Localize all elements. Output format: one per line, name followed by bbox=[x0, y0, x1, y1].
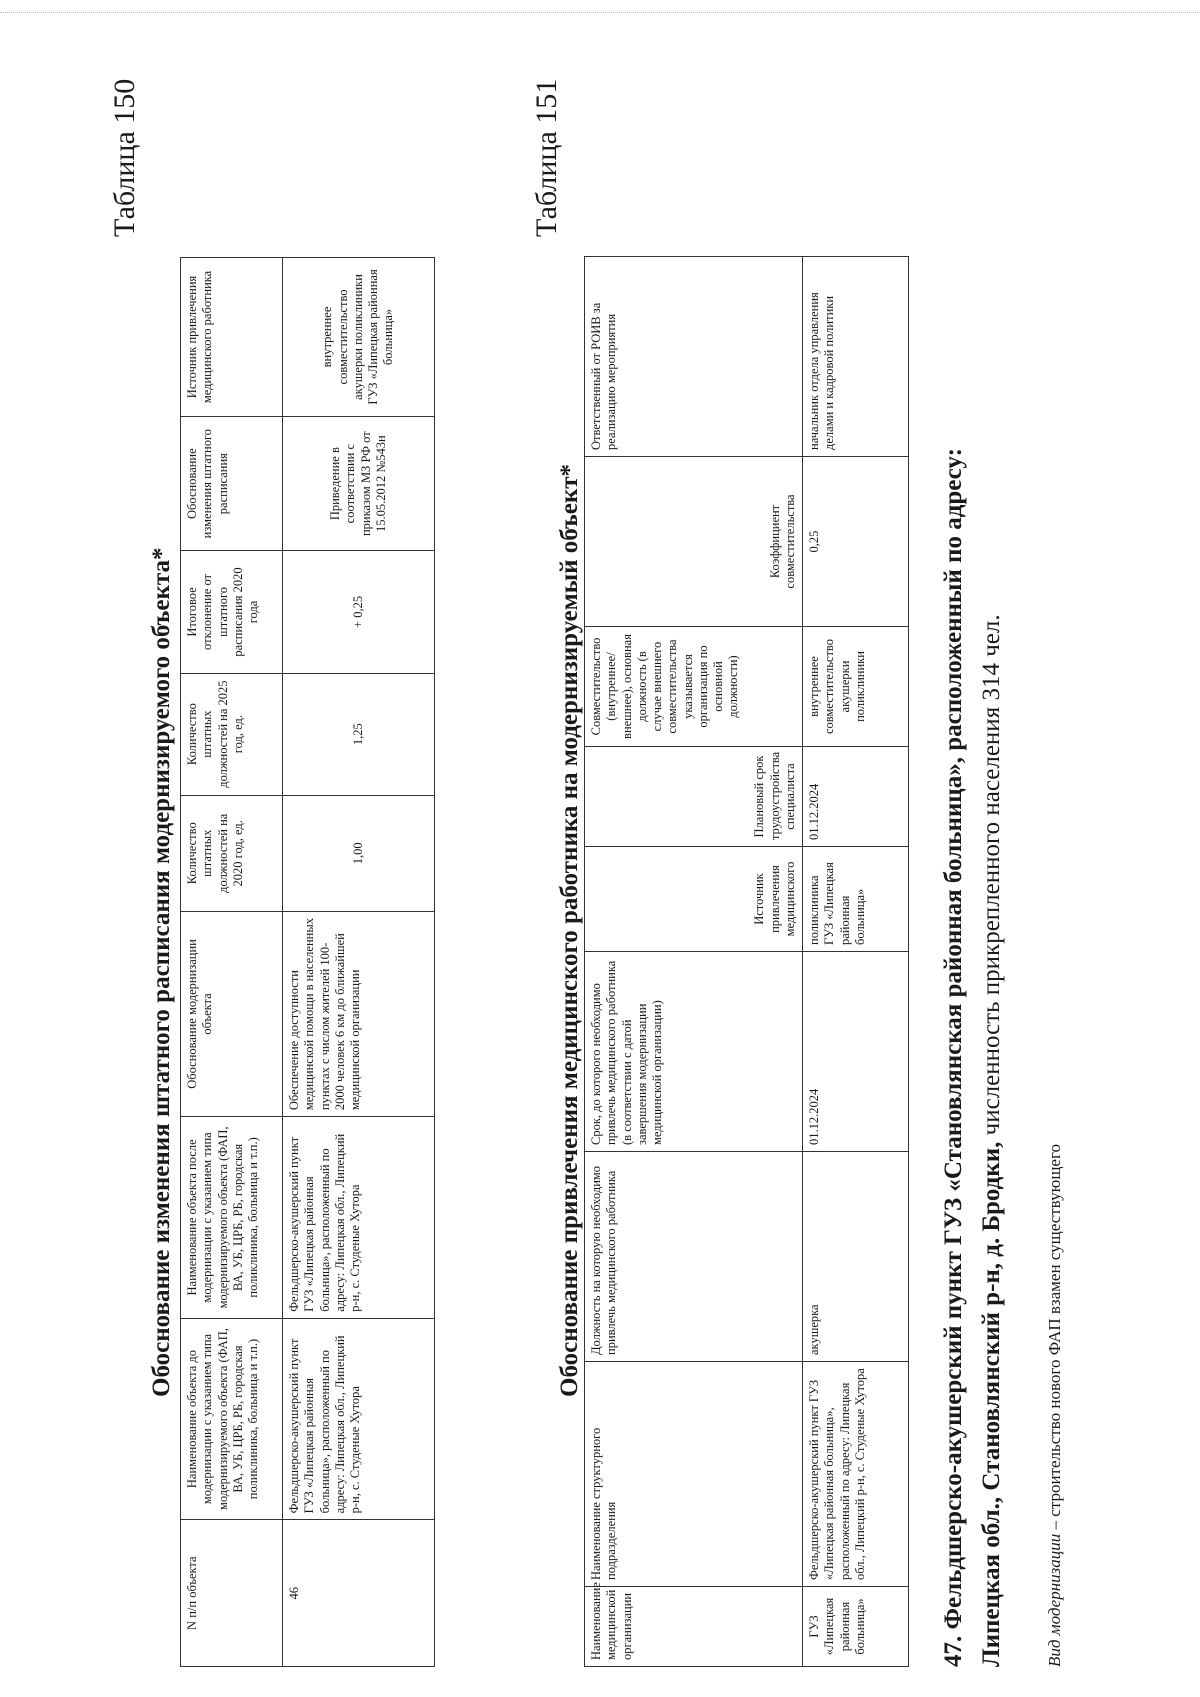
table-151-header-row bbox=[585, 257, 803, 1667]
t151-cell-hire-date: 01.12.2024 bbox=[803, 747, 909, 847]
t150-cell-source: внутреннее совместительство акушерки поликлиники ГУЗ «Липецкая районная больница» bbox=[283, 258, 435, 417]
modernization-type bbox=[1045, 1144, 1065, 1667]
table-row bbox=[283, 258, 435, 1667]
t151-cell-responsible: начальник отдела управления делами и кадровой политики bbox=[803, 257, 909, 457]
t150-header-deviation: Итоговое отклонение от штатного расписания 2020 года bbox=[181, 551, 283, 673]
t151-cell-org: ГУЗ «Липецкая районная больница» bbox=[803, 1587, 909, 1667]
t150-header-staff-2025: Количество штатных должностей на 2025 год, ед. bbox=[181, 673, 283, 795]
table-150-header-row bbox=[181, 258, 283, 1667]
section-47-heading-line2 bbox=[973, 167, 1011, 1667]
t151-header-source: Источник привлечения медицинского bbox=[585, 847, 803, 952]
t151-header-position: Должность на которую необходимо привлечь медицинского работника bbox=[585, 1152, 803, 1362]
t151-header-combination: Совместительство (внутреннее/внешнее), основная должность (в случае внешнего совместительства указывается организация по основной должности) bbox=[585, 627, 803, 747]
t150-cell-before: Фельдшерско-акушерский пункт ГУЗ «Липецкая районная больница», расположенный по адресу: Липецкая обл., Липецкий р-н, с. Студеные Хутора bbox=[283, 1318, 435, 1520]
t151-cell-position: акушерка bbox=[803, 1152, 909, 1362]
table-151 bbox=[584, 256, 909, 1667]
modernization-label: Вид модернизации bbox=[1045, 1533, 1064, 1667]
t151-header-org: Наименование медицинской организации bbox=[585, 1587, 803, 1667]
table-row bbox=[803, 257, 909, 1667]
t150-cell-deviation: + 0,25 bbox=[283, 551, 435, 673]
t151-header-hire-date: Плановый срок трудоустройства специалиста bbox=[585, 747, 803, 847]
t151-cell-combination: внутреннее совместительство акушерки поликлиники bbox=[803, 627, 909, 747]
t151-cell-source: поликлиника ГУЗ «Липецкая районная больница» bbox=[803, 847, 909, 952]
t151-header-deadline: Срок, до которого необходимо привлечь медицинского работника (в соответствии с датой завершения модернизации медицинской организации) bbox=[585, 952, 803, 1152]
section-47-population: численность прикрепленного населения 314 чел. bbox=[977, 614, 1005, 1142]
table-151-caption: Таблица 151 bbox=[530, 78, 563, 237]
section-47-heading-line1: 47. Фельдшерско-акушерский пункт ГУЗ «Становлянская районная больница», расположенный по адресу: bbox=[940, 448, 967, 1667]
t151-cell-coefficient: 0,25 bbox=[803, 457, 909, 627]
t150-header-after: Наименование объекта после модернизации с указанием типа модернизируемого объекта (ФАП, ВА, УБ, ЦРБ, РБ, городская поликлиника, больница и т.п.) bbox=[181, 1117, 283, 1319]
t150-header-source: Источник привлечения медицинского работника bbox=[181, 258, 283, 417]
table-150-title: Обоснование изменения штатного расписания модернизируемого объекта* bbox=[148, 547, 175, 1397]
section-47-address: Липецкая обл., Становлянский р-н, д. Бродки, bbox=[977, 1141, 1005, 1667]
t150-header-staff-2020: Количество штатных должностей на 2020 год, ед. bbox=[181, 795, 283, 911]
t150-header-change-basis: Обоснование изменения штатного расписания bbox=[181, 416, 283, 550]
modernization-text: – строительство нового ФАП взамен существующего bbox=[1045, 1143, 1064, 1534]
t150-cell-num: 46 bbox=[283, 1520, 435, 1667]
t150-cell-after: Фельдшерско-акушерский пункт ГУЗ «Липецкая районная больница», расположенный по адресу: Липецкая обл., Липецкий р-н, с. Студеные Хутора bbox=[283, 1117, 435, 1319]
t151-header-responsible: Ответственный от РОИВ за реализацию мероприятия bbox=[585, 257, 803, 457]
t150-cell-staff-2025: 1,25 bbox=[283, 673, 435, 795]
t150-header-before: Наименование объекта до модернизации с указанием типа модернизируемого объекта (ФАП, ВА, УБ, ЦРБ, РБ, городская поликлиника, больница и т.п.) bbox=[181, 1318, 283, 1520]
t150-cell-staff-2020: 1,00 bbox=[283, 795, 435, 911]
t150-header-num: N п/п объекта bbox=[181, 1520, 283, 1667]
t150-header-justification: Обоснование модернизации объекта bbox=[181, 911, 283, 1116]
section-47-heading bbox=[935, 167, 1010, 1667]
t151-cell-deadline: 01.12.2024 bbox=[803, 952, 909, 1152]
table-150-caption: Таблица 150 bbox=[108, 78, 141, 237]
t151-header-coefficient: Коэффициент совместительства bbox=[585, 457, 803, 627]
t150-cell-justification: Обеспечение доступности медицинской помощи в населенных пунктах с числом жителей 100-2000 человек 6 км до ближайшей медицинской организации bbox=[283, 911, 435, 1116]
table-150 bbox=[180, 257, 435, 1667]
t151-header-unit: Наименование структурного подразделения bbox=[585, 1362, 803, 1587]
t150-cell-change-basis: Приведение в соответствии с приказом МЗ РФ от 15.05.2012 №543н bbox=[283, 416, 435, 550]
t151-cell-unit: Фельдшерско-акушерский пункт ГУЗ «Липецкая районная больница», расположенный по адресу: Липецкая обл., Липецкий р-н, с. Студеные Хутора bbox=[803, 1362, 909, 1587]
table-151-title: Обоснование привлечения медицинского работника на модернизируемый объект* bbox=[556, 463, 583, 1397]
